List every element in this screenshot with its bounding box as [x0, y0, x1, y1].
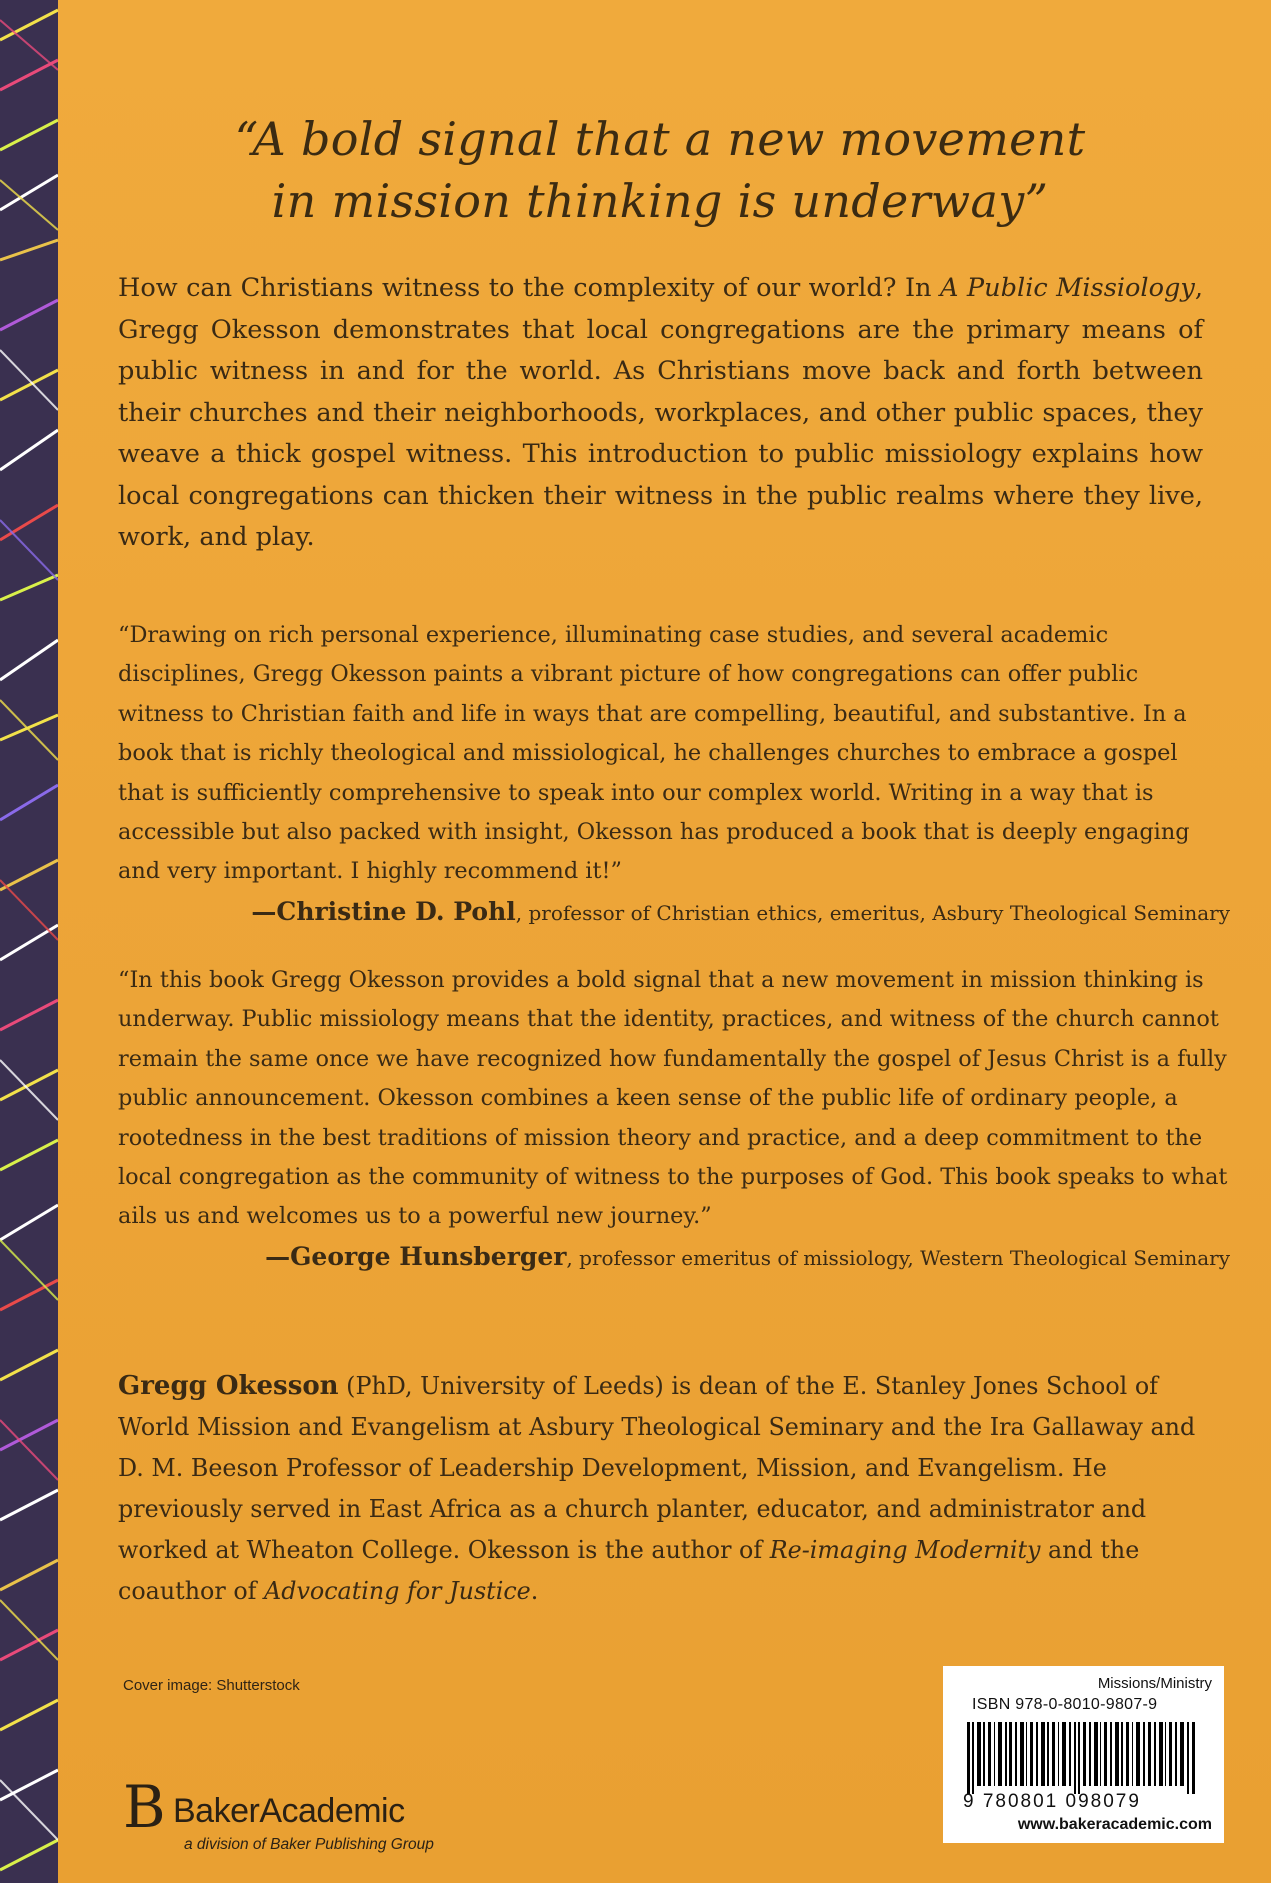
endorser-affiliation: , professor of Christian ethics, emeritus, Asbury Theological Seminary — [515, 900, 1230, 925]
endorser-name: —Christine D. Pohl — [251, 896, 516, 926]
endorsement-quote: “In this book Gregg Okesson provides a bold signal that a new movement in mission thinking is underway. Public missiology means that the identity, practices, and witness of the church cannot remain the same once we have recognized how fundamentally the gospel of Jesus Christ is a fully public announcement. Okesson combines a keen sense of the public life of ordinary people, a rootedness in the best traditions of mission theory and practice, and a deep commitment to the local congregation as the community of witness to the purposes of God. This book speaks to what ails us and welcomes us to a powerful new journey.” — [118, 967, 1228, 1230]
endorsement-2 — [118, 961, 1228, 1278]
bio-text-3: . — [530, 1577, 539, 1605]
endorsement-attribution — [118, 892, 1230, 933]
bio-book-1: Re-imaging Modernity — [769, 1536, 1041, 1564]
bio-text-1: (PhD, University of Leeds) is dean of the E. Stanley Jones School of World Mission and Evangelism at Asbury Theological Seminary and the Ira Gallaway and D. M. Beeson Professor of Leadership Development, Mission, and Evangelism. He previously served in East Africa as a church planter, educator, and administrator and worked at Wheaton College. Okesson is the author of — [118, 1372, 1196, 1564]
endorsement-attribution — [118, 1237, 1230, 1278]
publisher-url: www.bakeracademic.com — [1017, 1816, 1212, 1833]
endorsement-1 — [118, 616, 1228, 933]
author-bio — [118, 1366, 1203, 1612]
isbn-text: ISBN 978-0-8010-9807-9 — [972, 1696, 1158, 1713]
bio-text-2: and the coauthor of — [118, 1536, 1140, 1605]
endorser-affiliation: , professor emeritus of missiology, Western Theological Seminary — [566, 1245, 1230, 1270]
book-description — [118, 268, 1203, 559]
publisher-name: BakerAcademic — [173, 1792, 405, 1830]
headline-quote — [160, 108, 1160, 232]
barcode-category: Missions/Ministry — [1097, 1675, 1212, 1692]
headline-line-2: in mission thinking is underway” — [271, 174, 1049, 228]
publisher-subtitle: a division of Baker Publishing Group — [184, 1836, 434, 1853]
barcode-bars-icon — [967, 1722, 1199, 1794]
spine-artwork — [0, 0, 58, 1883]
publisher-mark-icon: B — [123, 1773, 166, 1841]
publisher-logo — [123, 1773, 543, 1858]
description-text-2: , Gregg Okesson demonstrates that local congregations are the primary means of public witness in and for the world. As Christians move back and forth between their churches and their neighborhoods, workplaces, and other public spaces, they weave a thick gospel witness. This introduction to public missiology explains how local congregations can thicken their witness in the public realms where they live, work, and play. — [118, 273, 1203, 552]
cover-image-credit: Cover image: Shutterstock — [123, 1677, 300, 1694]
endorser-name: —George Hunsberger — [265, 1241, 567, 1271]
book-title: A Public Missiology — [940, 273, 1195, 303]
author-name: Gregg Okesson — [118, 1371, 339, 1401]
headline-line-1: “A bold signal that a new movement — [234, 112, 1086, 166]
barcode-digits: 9 780801 098079 — [963, 1791, 1141, 1812]
endorsement-quote: “Drawing on rich personal experience, illuminating case studies, and several academic disciplines, Gregg Okesson paints a vibrant picture of how congregations can offer public witness to Christian faith and life in ways that are compelling, beautiful, and substantive. In a book that is richly theological and missiological, he challenges churches to embrace a gospel that is sufficiently comprehensive to speak into our complex world. Writing in a way that is accessible but also packed with insight, Okesson has produced a book that is deeply engaging and very important. I highly recommend it!” — [118, 622, 1190, 885]
bio-book-2: Advocating for Justice — [264, 1577, 531, 1605]
barcode-panel — [943, 1666, 1224, 1843]
description-text-1: How can Christians witness to the complexity of our world? In — [118, 273, 940, 303]
